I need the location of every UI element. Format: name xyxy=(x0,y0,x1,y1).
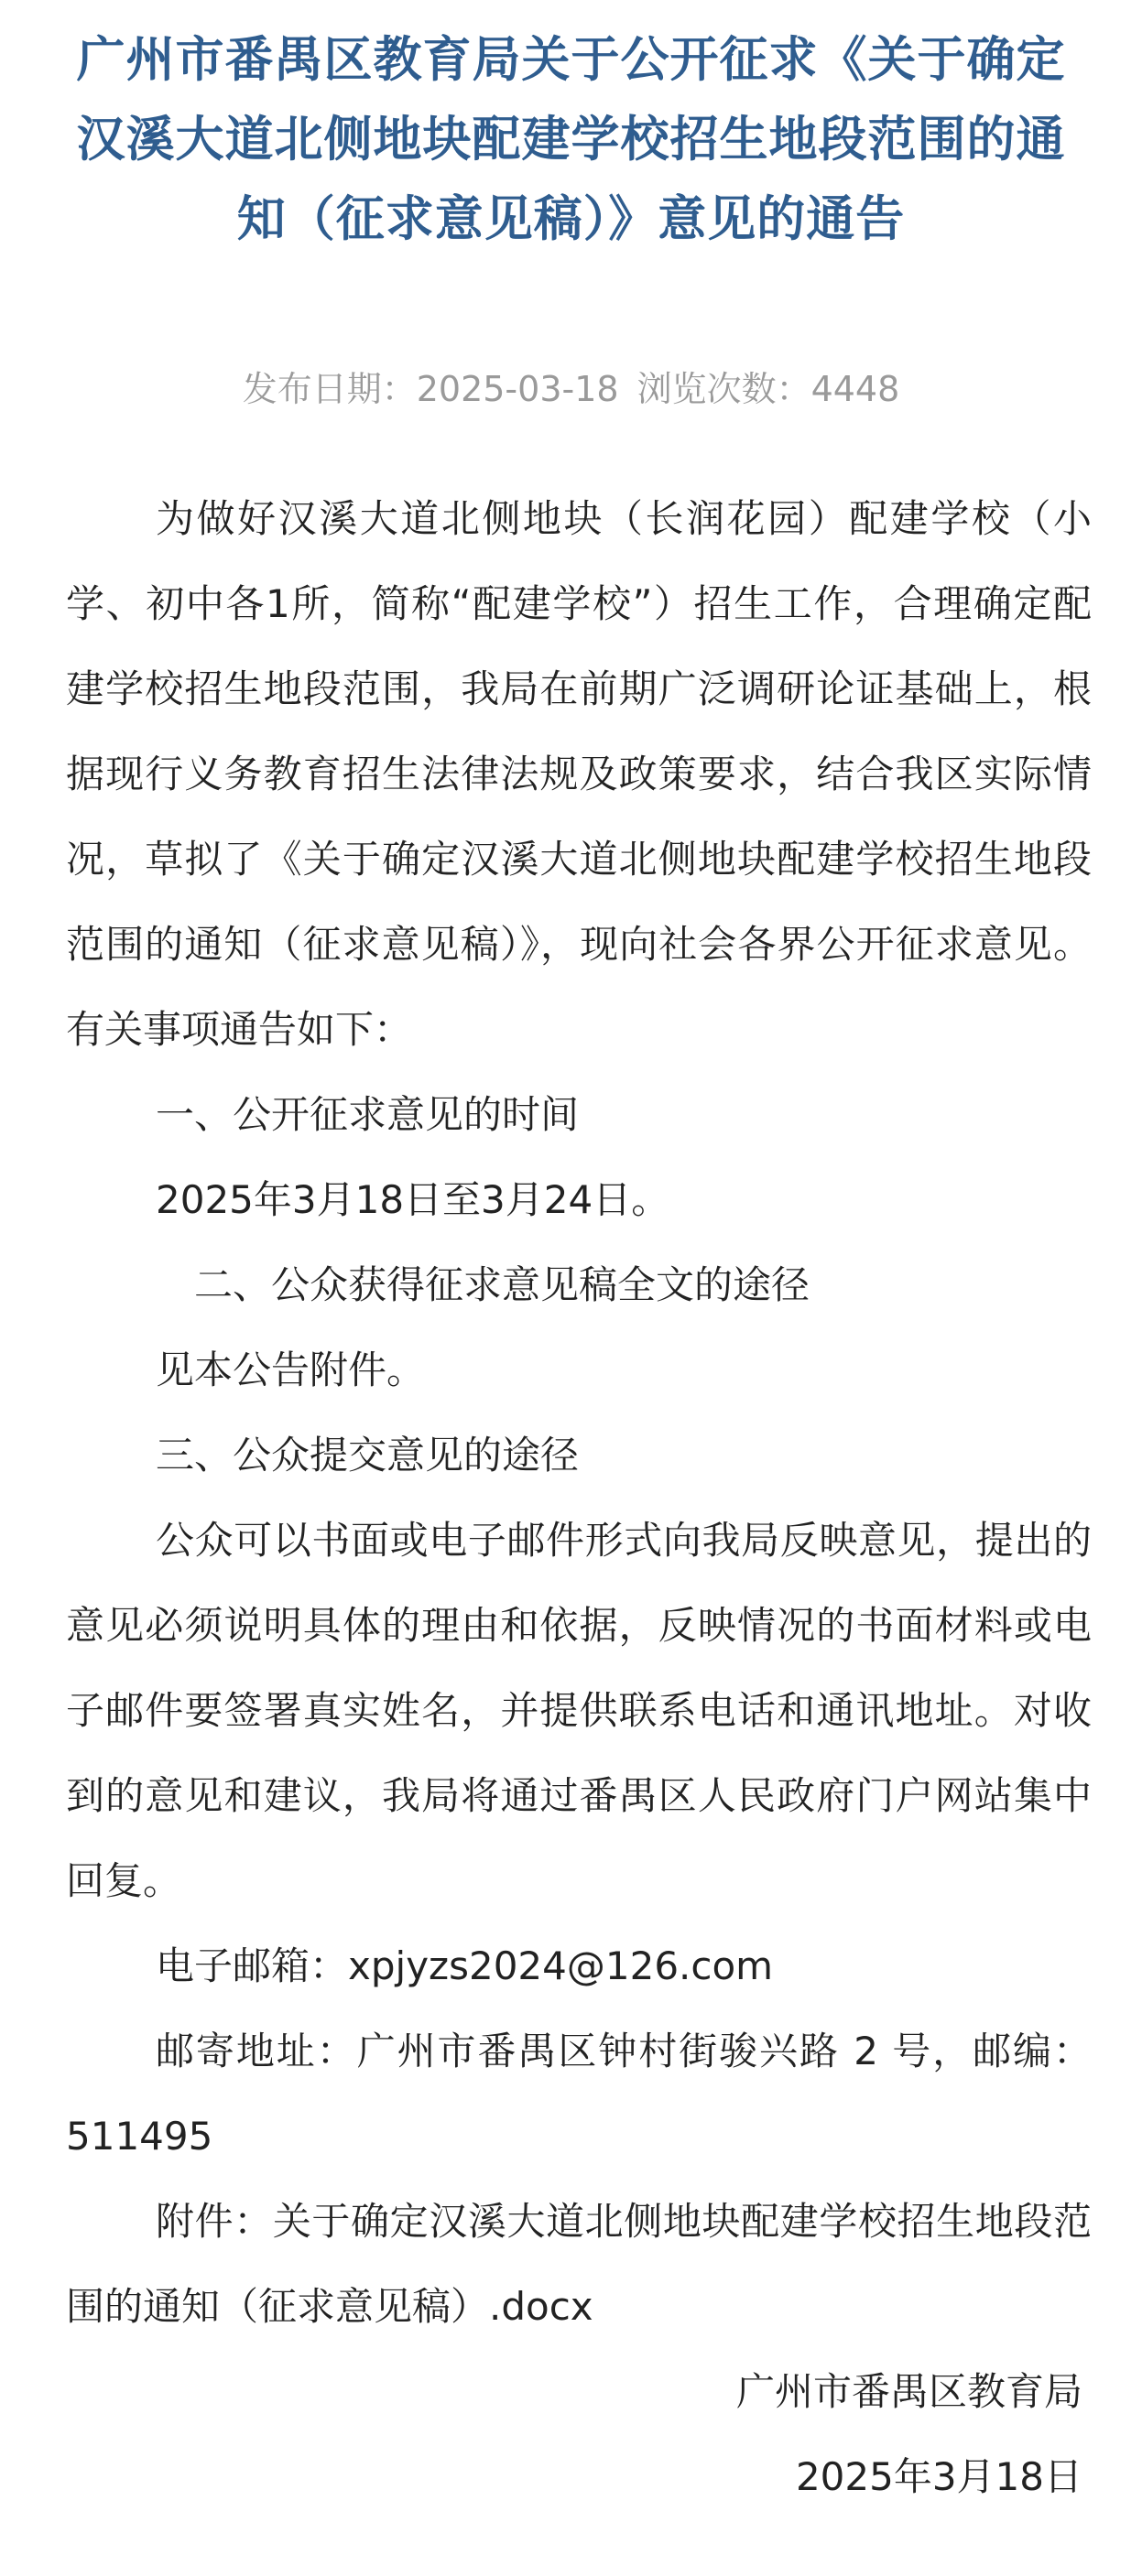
postcode-label: 邮编： xyxy=(973,2029,1092,2073)
attachment-paragraph xyxy=(66,2179,1092,2349)
publish-date: 2025-03-18 xyxy=(416,369,619,409)
email-label: 电子邮箱： xyxy=(156,1943,349,1988)
notice-title: 广州市番禺区教育局关于公开征求《关于确定汉溪大道北侧地块配建学校招生地段范围的通知（征求意见稿）》意见的通告 xyxy=(76,32,1066,247)
email-address[interactable]: xpjyzs2024@126.com xyxy=(348,1943,774,1988)
email-line xyxy=(66,1923,1092,2008)
attachment-link[interactable]: 关于确定汉溪大道北侧地块配建学校招生地段范围的通知（征求意见稿）.docx xyxy=(66,2199,1092,2329)
publish-meta xyxy=(0,362,1142,417)
section2-heading: 二、公众获得征求意见稿全文的途径 xyxy=(194,1262,810,1307)
address-paragraph xyxy=(66,2008,1092,2179)
notice-body xyxy=(66,476,1092,2519)
postcode: 511495 xyxy=(66,2114,213,2159)
publish-date-label: 发布日期： xyxy=(242,369,417,409)
view-count-label: 浏览次数： xyxy=(636,369,811,409)
section3-heading: 三、公众提交意见的途径 xyxy=(156,1433,580,1477)
section1-heading: 一、公开征求意见的时间 xyxy=(156,1092,580,1137)
signature-org: 广州市番禺区教育局 xyxy=(735,2369,1082,2414)
attachment-label: 附件： xyxy=(156,2199,273,2244)
section1-body: 2025年3月18日至3月24日。 xyxy=(156,1177,670,1222)
address-label: 邮寄地址： xyxy=(156,2029,357,2073)
intro-paragraph: 为做好汉溪大道北侧地块（长润花园）配建学校（小学、初中各1所，简称“配建学校”）招生工作，合理确定配建学校招生地段范围，我局在前期广泛调研论证基础上，根据现行义务教育招生法律法规及政策要求，结合我区实际情况，草拟了《关于确定汉溪大道北侧地块配建学校招生地段范围的通知（征求意见稿）》，现向社会各界公开征求意见。有关事项通告如下： xyxy=(66,496,1092,1052)
view-count: 4448 xyxy=(810,369,900,409)
signature-date: 2025年3月18日 xyxy=(795,2454,1082,2499)
section3-body: 公众可以书面或电子邮件形式向我局反映意见，提出的意见必须说明具体的理由和依据，反映情况的书面材料或电子邮件要签署真实姓名，并提供联系电话和通讯地址。对收到的意见和建议，我局将通过番禺区人民政府门户网站集中回复。 xyxy=(66,1518,1092,1903)
mailing-address: 广州市番禺区钟村街骏兴路 2 号， xyxy=(356,2029,973,2073)
section2-body: 见本公告附件。 xyxy=(156,1348,426,1392)
